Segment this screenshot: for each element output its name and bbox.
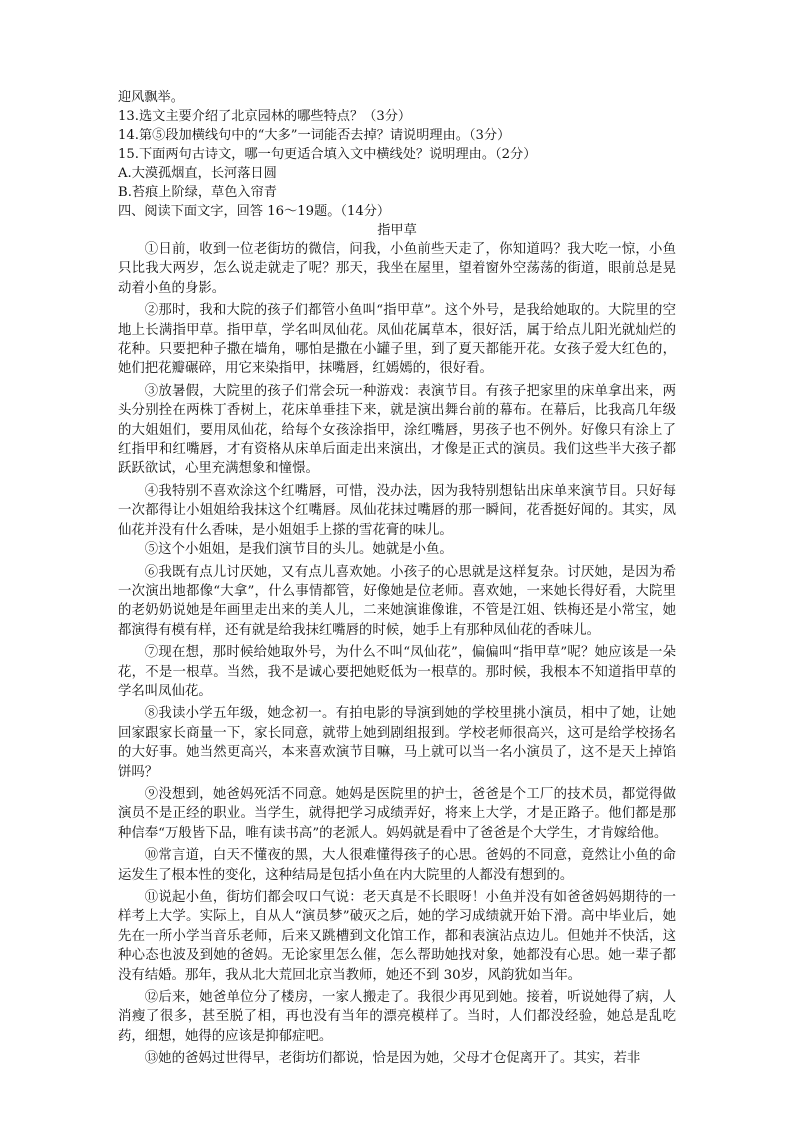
paragraph-9: ⑨没想到，她爸妈死活不同意。她妈是医院里的护士，爸爸是个工厂的技术员，都觉得做演员不是正经的职业。当学生，就得把学习成绩弄好，将来上大学，才是正路子。他们都是那种信奉“万般皆下品，唯有读书高”的老派人。妈妈就是看中了爸爸是个大学生，才肯嫁给他。 xyxy=(118,786,676,841)
paragraph-2: ②那时，我和大院的孩子们都管小鱼叫“指甲草”。这个外号，是我给她取的。大院里的空地上长满指甲草。指甲草，学名叫凤仙花。凤仙花属草本，很好活，属于给点儿阳光就灿烂的花种。只要把种子撒在墙角，哪怕是撒在小罐子里，到了夏天都能开花。女孩子爱大红色的，她们把花瓣碾碎，用它来染指甲，抹嘴唇，红嫣嫣的，很好看。 xyxy=(118,303,676,377)
paragraph-13: ⑬她的爸妈过世得早，老街坊们都说，恰是因为她，父母才仓促离开了。其实，若非 xyxy=(144,1051,641,1067)
paragraph-11: ⑪说起小鱼，街坊们都会叹口气说：老天真是不长眼呀！小鱼并没有如爸爸妈妈期待的一样考上大学。实际上，自从人“演员梦”破灭之后，她的学习成绩就开始下滑。高中毕业后，她先在一所小学当音乐老师，后来又跳槽到文化馆工作，都和表演沾点边儿。但她并不快活，这种心态也波及到她的爸妈。无论家里怎么催，怎么帮助她找对象，她都没有心思。她一辈子都没有结婚。那年，我从北大荒回北京当教师，她还不到 30岁，风韵犹如当年。 xyxy=(118,890,676,983)
question-13: 13.选文主要介绍了北京园林的哪些特点？（3分） xyxy=(118,109,412,124)
question-14: 14.第⑤段加横线句中的“大多”一词能否去掉？请说明理由。（3分） xyxy=(118,128,511,143)
paragraph-7: ⑦现在想，那时候给她取外号，为什么不叫“凤仙花”，偏偏叫“指甲草”呢？她应该是一朵花，不是一根草。当然，我不是诚心要把她贬低为一根草的。那时候，我根本不知道指甲草的学名叫凤仙花。 xyxy=(118,645,676,699)
paragraph-8: ⑧我读小学五年级，她念初一。有拍电影的导演到她的学校里挑小演员，相中了她，让她回家跟家长商量一下，家长同意，就带上她到剧组报到。学校老师很高兴，这可是给学校扬名的大好事。她当然更高兴，本来喜欢演节目嘛，马上就可以当一名小演员了，这不是天上掉馅饼吗？ xyxy=(118,706,676,780)
section-four-heading: 四、阅读下面文字，回答 16～19题。（14分） xyxy=(118,204,391,219)
paragraph-6: ⑥我既有点儿讨厌她，又有点儿喜欢她。小孩子的心思就是这样复杂。讨厌她，是因为希一次演出地都像“大拿”，什么事情都管，好像她是位老师。喜欢她，一来她长得好看，大院里的老奶奶说她是年画里走出来的美人儿，二来她演谁像谁，不管是江姐、铁梅还是小常宝，她都演得有模有样，还有就是给我抹红嘴唇的时候，她手上有那种凤仙花的香味儿。 xyxy=(118,564,676,638)
article-title: 指甲草 xyxy=(377,223,417,238)
paragraph-12: ⑫后来，她爸单位分了楼房，一家人搬走了。我很少再见到她。接着，听说她得了病，人消瘦了很多，甚至脱了相，再也没有当年的漂亮模样了。当时，人们都没经验，她总是乱吃药，细想，她得的应该是抑郁症吧。 xyxy=(118,990,676,1044)
paragraph-3: ③放暑假，大院里的孩子们常会玩一种游戏：表演节目。有孩子把家里的床单拿出来，两头分别拴在两株丁香树上，花床单垂挂下来，就是演出舞台前的幕布。在幕后，比我高几年级的大姐姐们，要用凤仙花，给每个女孩涂指甲，涂红嘴唇，男孩子也不例外。好像只有涂上了红指甲和红嘴唇，才有资格从床单后面走出来演出，才像是正式的演员。我们这些半大孩子都跃跃欲试，心里充满想象和憧憬。 xyxy=(118,383,676,477)
paragraph-4: ④我特别不喜欢涂这个红嘴唇，可惜，没办法，因为我特别想钻出床单来演节目。只好每一次都得让小姐姐给我抹这个红嘴唇。凤仙花抹过嘴唇的那一瞬间，花香挺好闻的。其实，凤仙花并没有什么香味，是小姐姐手上搽的雪花膏的味儿。 xyxy=(118,483,676,538)
paragraph-5: ⑤这个小姐姐，是我们演节目的头儿。她就是小鱼。 xyxy=(144,542,453,558)
text-line: 迎风飘举。 xyxy=(118,90,184,105)
option-b: B.苔痕上阶绿，草色入帘青 xyxy=(118,185,277,200)
option-a: A.大漠孤烟直，长河落日圆 xyxy=(118,166,277,181)
paragraph-1: ①日前，收到一位老街坊的微信，问我，小鱼前些天走了，你知道吗？我大吃一惊，小鱼只比我大两岁，怎么说走就走了呢？那天，我坐在屋里，望着窗外空荡荡的街道，眼前总是晃动着小鱼的身影。 xyxy=(118,242,676,296)
paragraph-10: ⑩常言道，白天不懂夜的黑，大人很难懂得孩子的心思。爸妈的不同意，竟然让小鱼的命运发生了根本性的变化，这种结局是包括小鱼在内大院里的人都没有想到的。 xyxy=(118,848,676,883)
question-15: 15.下面两句古诗文，哪一句更适合填入文中横线处？说明理由。（2分） xyxy=(118,147,537,162)
